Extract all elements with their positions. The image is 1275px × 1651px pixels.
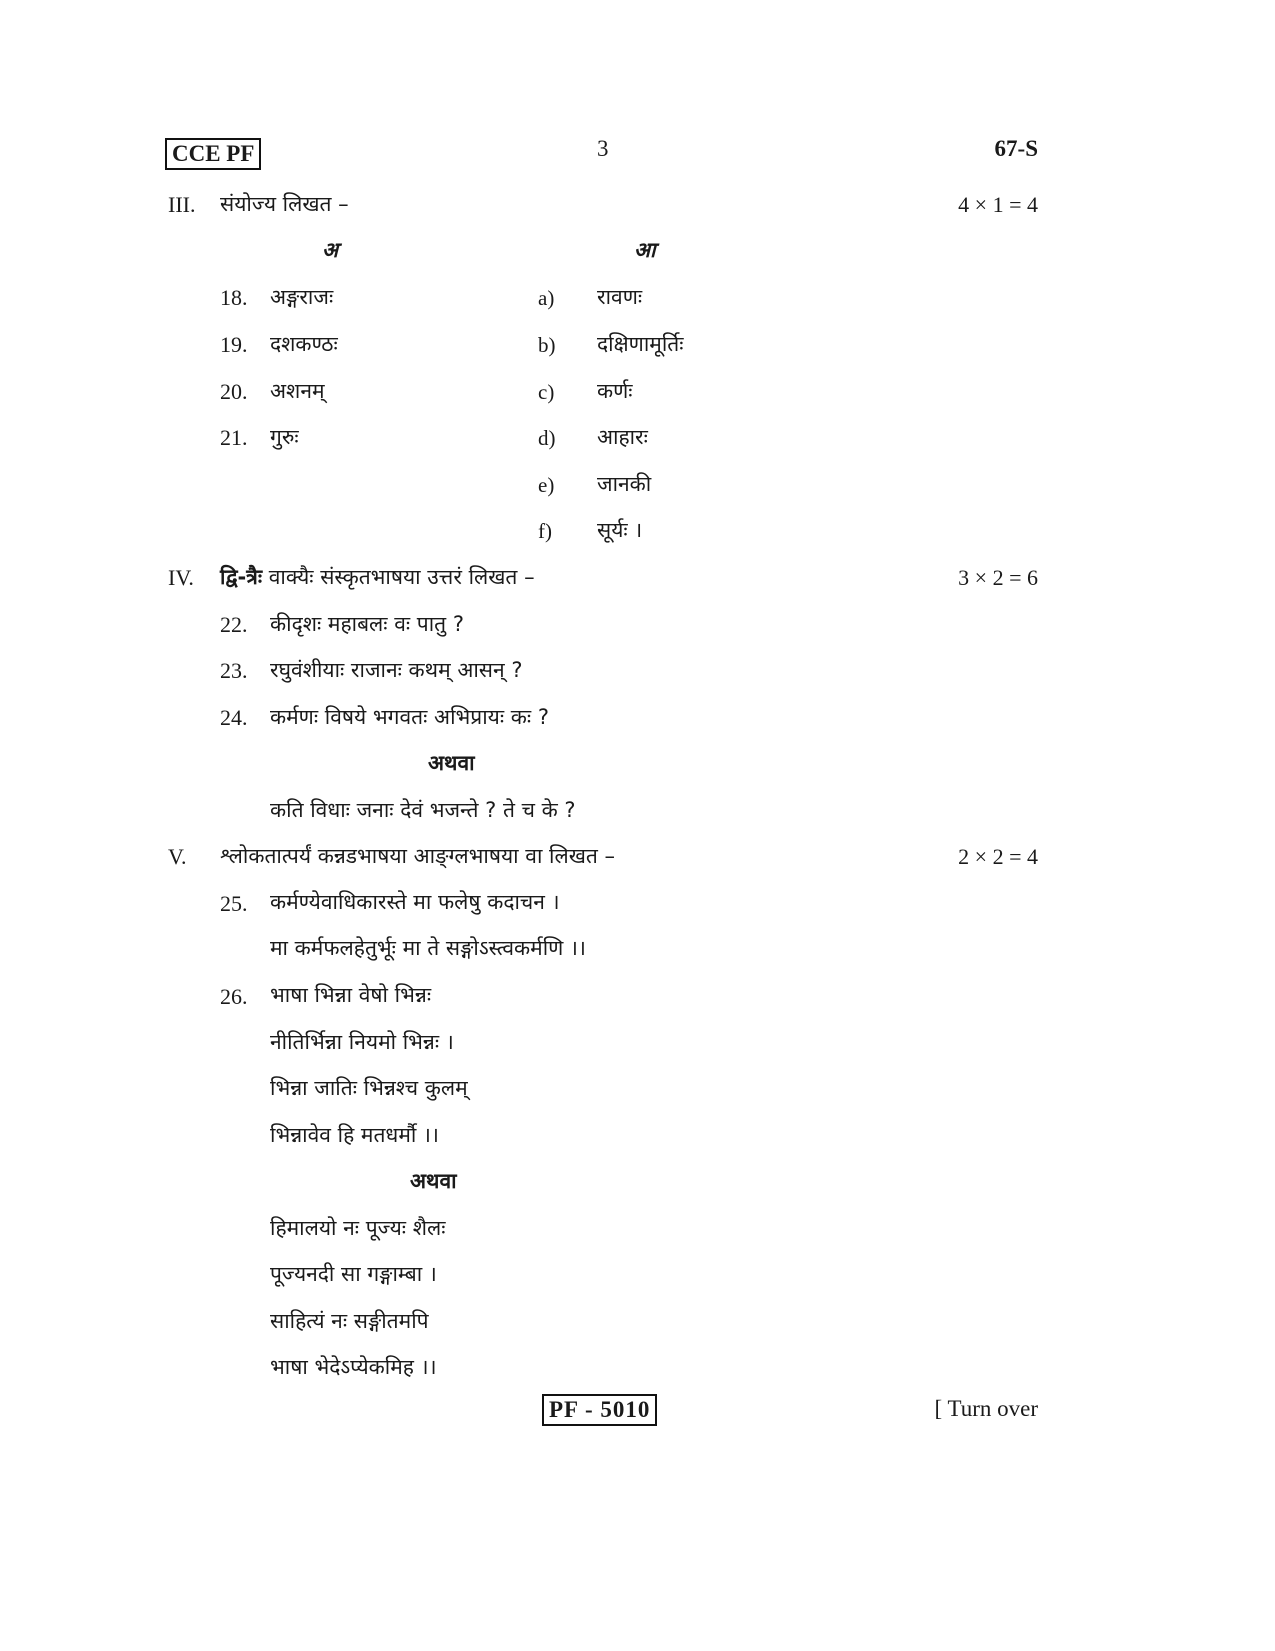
verse-line: पूज्यनदी सा गङ्गाम्बा । — [270, 1262, 437, 1286]
verse-line: भिन्ना जातिः भिन्नश्च कुलम् — [270, 1076, 468, 1100]
item-number: 18. — [220, 285, 248, 310]
column-a-heading: अ — [322, 238, 339, 262]
option-label: d) — [538, 426, 556, 450]
column-b-heading: आ — [634, 238, 656, 262]
question-text: कीदृशः महाबलः वः पातु ? — [270, 612, 464, 636]
question-number: 23. — [220, 658, 248, 683]
section-iii-instruction: संयोज्य लिखत – — [220, 192, 349, 216]
question-number: 25. — [220, 891, 248, 916]
match-right-item: आहारः — [597, 425, 648, 449]
verse-line: कर्मण्येवाधिकारस्ते मा फलेषु कदाचन । — [270, 890, 560, 914]
or-label: अथवा — [410, 1169, 457, 1193]
match-left-item: अशनम् — [270, 379, 325, 403]
item-number: 21. — [220, 425, 248, 450]
match-right-item: जानकी — [597, 472, 652, 496]
option-label: b) — [538, 333, 556, 357]
match-right-item: दक्षिणामूर्तिः — [597, 332, 684, 356]
verse-line: हिमालयो नः पूज्यः शैलः — [270, 1216, 446, 1240]
section-iv-number: IV. — [168, 565, 194, 590]
question-number: 22. — [220, 612, 248, 637]
verse-line: नीतिर्भिन्ना नियमो भिन्नः । — [270, 1030, 454, 1054]
question-text: रघुवंशीयाः राजानः कथम् आसन् ? — [270, 658, 523, 682]
verse-line: साहित्यं नः सङ्गीतमपि — [270, 1309, 429, 1333]
question-number: 26. — [220, 984, 248, 1009]
paper-code-left: CCE PF — [165, 138, 261, 170]
section-iii-number: III. — [168, 192, 196, 217]
option-label: e) — [538, 473, 555, 497]
turn-over-note: [ Turn over — [934, 1396, 1038, 1421]
paper-code-footer: PF - 5010 — [542, 1394, 657, 1426]
match-right-item: सूर्यः । — [597, 518, 643, 542]
section-v-instruction: श्लोकतात्पर्यं कन्नडभाषया आङ्ग्लभाषया वा लिखत – — [220, 844, 616, 868]
item-number: 19. — [220, 332, 248, 357]
verse-line: भाषा भिन्ना वेषो भिन्नः — [270, 983, 432, 1007]
match-left-item: अङ्गराजः — [270, 285, 334, 309]
instruction-text: वाक्यैः संस्कृतभाषया उत्तरं लिखत – — [262, 565, 535, 589]
alternative-question: कति विधाः जनाः देवं भजन्ते ? ते च के ? — [270, 798, 576, 822]
verse-line: भिन्नावेव हि मतधर्मौ ।। — [270, 1123, 439, 1147]
match-right-item: कर्णः — [597, 379, 633, 403]
match-left-item: दशकण्ठः — [270, 332, 338, 356]
verse-line: मा कर्मफलहेतुर्भूः मा ते सङ्गोऽस्त्वकर्मणि ।। — [270, 936, 586, 960]
match-right-item: रावणः — [597, 285, 643, 309]
match-left-item: गुरुः — [270, 425, 299, 449]
option-label: a) — [538, 286, 555, 310]
section-iii-marks: 4 × 1 = 4 — [958, 192, 1038, 217]
or-label: अथवा — [428, 751, 475, 775]
section-iv-instruction — [220, 563, 535, 591]
verse-line: भाषा भेदेऽप्येकमिह ।। — [270, 1355, 437, 1379]
page-number: 3 — [597, 136, 609, 161]
question-number: 24. — [220, 705, 248, 730]
instruction-emphasis: द्वि-त्रैः — [220, 565, 263, 589]
question-text: कर्मणः विषये भगवतः अभिप्रायः कः ? — [270, 705, 549, 729]
paper-code-right: 67-S — [994, 136, 1038, 161]
section-v-number: V. — [168, 844, 187, 869]
section-v-marks: 2 × 2 = 4 — [958, 844, 1038, 869]
item-number: 20. — [220, 379, 248, 404]
section-iv-marks: 3 × 2 = 6 — [958, 565, 1038, 590]
option-label: f) — [538, 519, 552, 543]
option-label: c) — [538, 380, 555, 404]
